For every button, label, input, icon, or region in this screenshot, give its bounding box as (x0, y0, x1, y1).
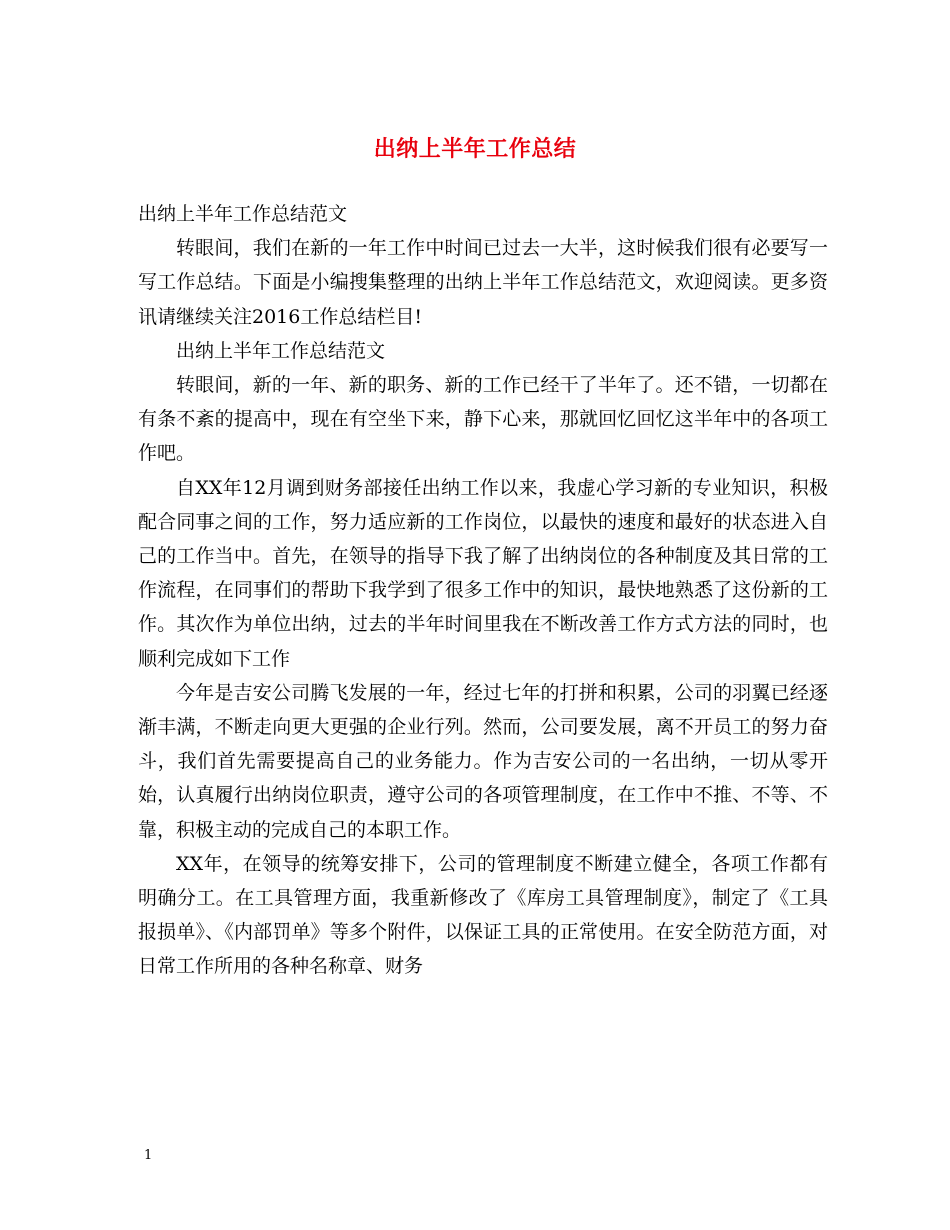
document-subtitle: 出纳上半年工作总结范文 (138, 203, 348, 225)
page-number: 1 (144, 1148, 153, 1163)
paragraph-intro: 转眼间，我们在新的一年工作中时间已过去一大半，这时候我们很有必要写一写工作总结。下面是小编搜集整理的出纳上半年工作总结范文，欢迎阅读。更多资讯请继续关注2016工作总结栏目! (138, 237, 828, 328)
paragraph-management: XX年，在领导的统筹安排下，公司的管理制度不断建立健全，各项工作都有明确分工。在工具管理方面，我重新修改了《库房工具管理制度》，制定了《工具报损单》、《内部罚单》等多个附件，以保证工具的正常使用。在安全防范方面，对日常工作所用的各种名称章、财务 (138, 852, 828, 978)
paragraph-company-growth: 今年是吉安公司腾飞发展的一年，经过七年的打拼和积累，公司的羽翼已经逐渐丰满，不断走向更大更强的企业行列。然而，公司要发展，离不开员工的努力奋斗，我们首先需要提高自己的业务能力。作为吉安公司的一名出纳，一切从零开始，认真履行出纳岗位职责，遵守公司的各项管理制度，在工作中不推、不等、不靠，积极主动的完成自己的本职工作。 (138, 681, 828, 841)
paragraph-opening: 转眼间，新的一年、新的职务、新的工作已经干了半年了。还不错，一切都在有条不紊的提高中，现在有空坐下来，静下心来，那就回忆回忆这半年中的各项工作吧。 (138, 374, 828, 465)
document-title: 出纳上半年工作总结 (373, 136, 577, 162)
paragraph-section-heading: 出纳上半年工作总结范文 (176, 339, 386, 362)
paragraph-work-start: 自XX年12月调到财务部接任出纳工作以来，我虚心学习新的专业知识，积极配合同事之间的工作，努力适应新的工作岗位，以最快的速度和最好的状态进入自己的工作当中。首先，在领导的指导下我了解了出纳岗位的各种制度及其日常的工作流程，在同事们的帮助下我学到了很多工作中的知识，最快地熟悉了这份新的工作。其次作为单位出纳，过去的半年时间里我在不断改善工作方式方法的同时，也顺利完成如下工作 (138, 476, 828, 670)
document-body (138, 197, 828, 984)
